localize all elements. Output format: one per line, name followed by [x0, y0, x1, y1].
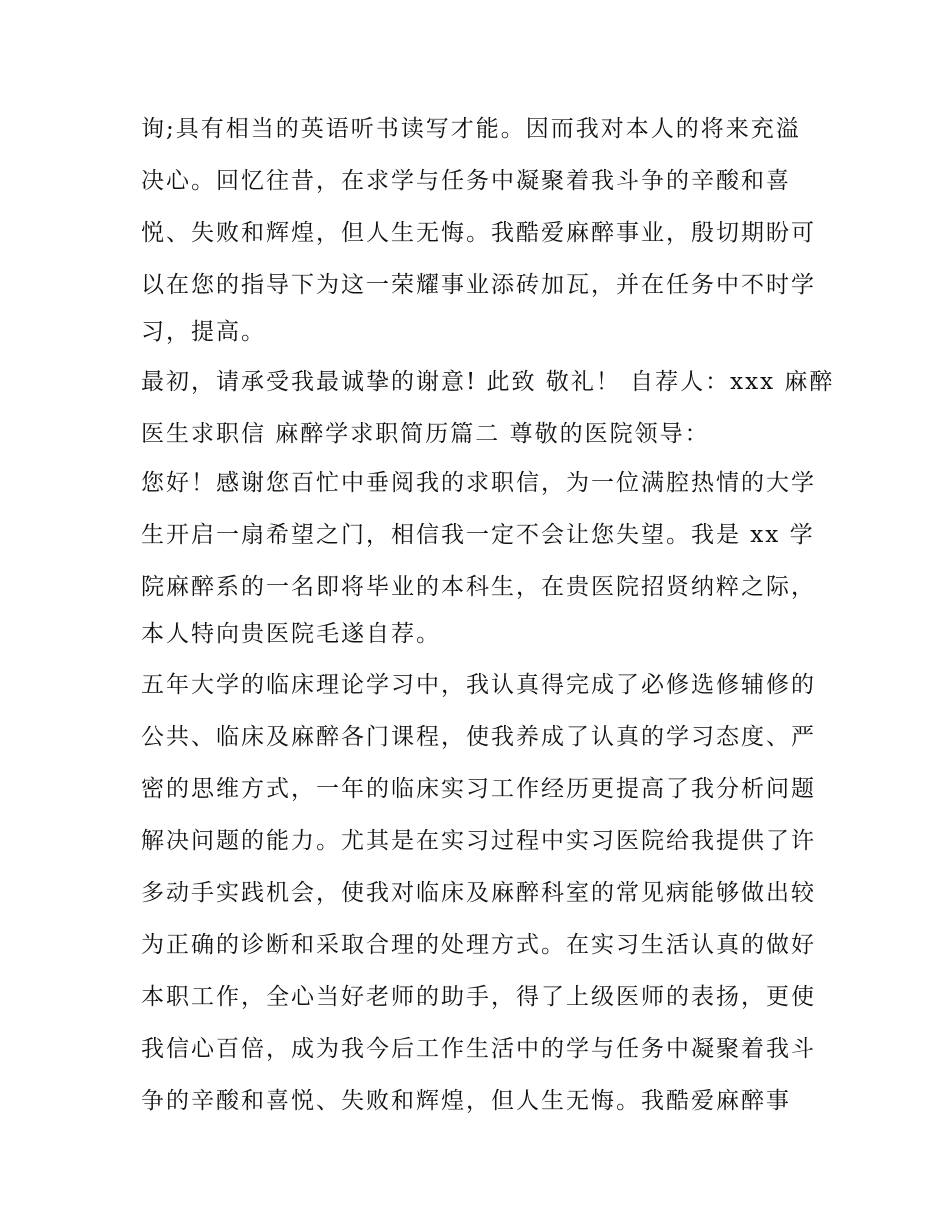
text-line: 最初，请承受我最诚挚的谢意! 此致 敬礼！ 自荐人：xxx 麻醉 — [141, 369, 835, 395]
text-line: 您好！感谢您百忙中垂阅我的求职信，为一位满腔热情的大学 — [141, 470, 816, 496]
text-line: 悦、失败和辉煌，但人生无悔。我酷爱麻醉事业，殷切期盼可 — [141, 220, 816, 246]
text-line: 本人特向贵医院毛遂自荐。 — [141, 621, 441, 647]
text-line: 医生求职信 麻醉学求职简历篇二 尊敬的医院领导： — [141, 421, 710, 447]
text-line: 解决问题的能力。尤其是在实习过程中实习医院给我提供了许 — [141, 828, 816, 854]
text-line: 为正确的诊断和采取合理的处理方式。在实习生活认真的做好 — [141, 932, 816, 958]
text-line: 五年大学的临床理论学习中，我认真得完成了必修选修辅修的 — [141, 672, 816, 698]
text-line: 争的辛酸和喜悦、失败和辉煌，但人生无悔。我酷爱麻醉事 — [141, 1088, 791, 1114]
text-line: 多动手实践机会，使我对临床及麻醉科室的常见病能够做出较 — [141, 880, 816, 906]
text-line: 询;具有相当的英语听书读写才能。因而我对本人的将来充溢 — [141, 116, 801, 142]
text-line: 公共、临床及麻醉各门课程，使我养成了认真的学习态度、严 — [141, 724, 816, 750]
text-line: 我信心百倍，成为我今后工作生活中的学与任务中凝聚着我斗 — [141, 1036, 816, 1062]
text-line: 以在您的指导下为这一荣耀事业添砖加瓦，并在任务中不时学 — [141, 272, 816, 298]
text-line: 本职工作，全心当好老师的助手，得了上级医师的表扬，更使 — [141, 984, 816, 1010]
text-line: 生开启一扇希望之门，相信我一定不会让您失望。我是 xx 学 — [141, 522, 815, 548]
text-line: 院麻醉系的一名即将毕业的本科生，在贵医院招贤纳粹之际， — [141, 574, 816, 600]
text-line: 决心。回忆往昔，在求学与任务中凝聚着我斗争的辛酸和喜 — [141, 168, 791, 194]
text-line: 习，提高。 — [141, 319, 266, 345]
text-line: 密的思维方式，一年的临床实习工作经历更提高了我分析问题 — [141, 776, 816, 802]
